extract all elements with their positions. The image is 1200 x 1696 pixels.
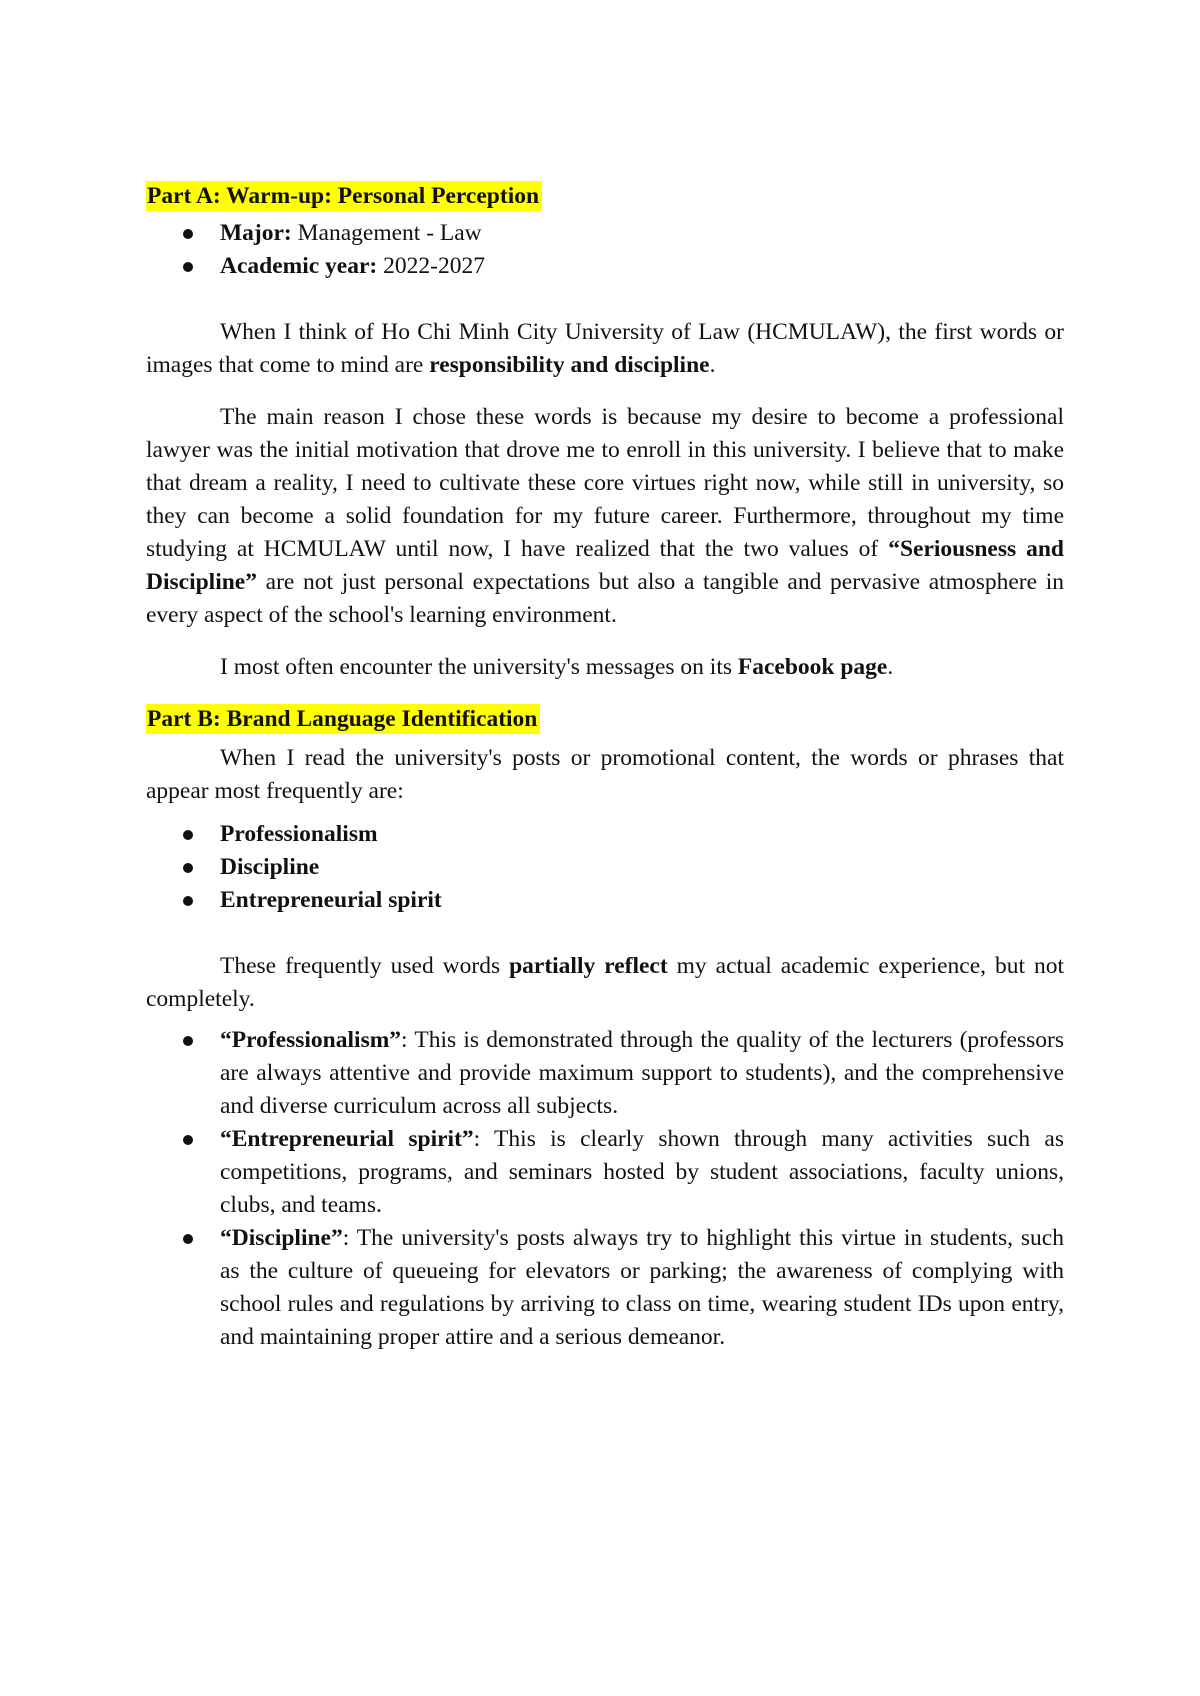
- major-value: Management - Law: [291, 220, 482, 246]
- detail-list: [146, 1024, 1064, 1354]
- p2-end: are not just personal expectations but also a tangible and pervasive atmosphere in every aspect of the school's learning environment.: [146, 569, 1064, 628]
- part-b-heading-text: Part B: Brand Language Identification: [146, 704, 540, 734]
- keyword-list: [146, 818, 1064, 917]
- p2-text: The main reason I chose these words is because my desire to become a professional lawyer was the initial motivation that drove me to enroll in this university. I believe that to make that dream a reality, I need to cultivate these core virtues right now, while still in university, so they can become a solid foundation for my future career. Furthermore, throughout my time studying at HCMULAW until now, I have realized that the two values of: [146, 404, 1064, 562]
- list-item-academic-year: [146, 250, 1064, 283]
- part-a-paragraph-3: [146, 651, 1064, 684]
- part-b-paragraph-2: [146, 950, 1064, 1016]
- list-item: [146, 818, 1064, 851]
- p1-text: When I think of Ho Chi Minh City University of Law (HCMULAW), the first words or images that come to mind are: [146, 319, 1064, 378]
- list-item: [146, 851, 1064, 884]
- p1-bold: responsibility and discipline: [429, 352, 710, 378]
- part-a-heading: [146, 180, 1064, 213]
- document-page: [146, 180, 1064, 1354]
- part-b-paragraph-1: When I read the university's posts or promotional content, the words or phrases that appear most frequently are:: [146, 745, 1064, 804]
- detail-item-professionalism: [146, 1024, 1064, 1123]
- part-a-paragraph-2: [146, 401, 1064, 632]
- p2-bold: “Seriousness and Discipline”: [146, 536, 1064, 595]
- keyword-professionalism: Professionalism: [220, 821, 378, 847]
- p3-end: .: [887, 654, 894, 680]
- detail-item-discipline: [146, 1222, 1064, 1354]
- detail-text: : This is clearly shown through many activities such as competitions, programs, and seminars hosted by student associations, faculty unions, clubs, and teams.: [220, 1126, 1064, 1218]
- p3-text: I most often encounter the university's messages on its: [220, 654, 738, 680]
- detail-text: : This is demonstrated through the quality of the lecturers (professors are always attentive and provide maximum support to students), and the comprehensive and diverse curriculum across all subjects.: [220, 1027, 1064, 1119]
- detail-term: “Entrepreneurial spirit”: [220, 1126, 474, 1152]
- pb2-end: my actual academic experience, but not completely.: [146, 953, 1064, 1012]
- academic-year-value: 2022-2027: [377, 253, 485, 279]
- list-item: [146, 884, 1064, 917]
- major-label: Major:: [220, 220, 292, 246]
- part-b-heading: [146, 703, 1064, 736]
- detail-term: “Professionalism”: [220, 1027, 402, 1053]
- keyword-entrepreneurial-spirit: Entrepreneurial spirit: [220, 887, 442, 913]
- p1-end: .: [709, 352, 716, 378]
- part-a-heading-text: Part A: Warm-up: Personal Perception: [146, 181, 542, 211]
- p3-bold: Facebook page: [737, 654, 888, 680]
- part-a-paragraph-1: [146, 316, 1064, 382]
- pb2-text: These frequently used words: [220, 953, 510, 979]
- keyword-discipline: Discipline: [220, 854, 320, 880]
- detail-item-entrepreneurial-spirit: [146, 1123, 1064, 1222]
- detail-text: : The university's posts always try to highlight this virtue in students, such as the culture of queueing for elevators or parking; the awareness of complying with school rules and regulations by arriving to class on time, wearing student IDs upon entry, and maintaining proper attire and a serious demeanor.: [220, 1225, 1064, 1350]
- pb2-bold: partially reflect: [509, 953, 668, 979]
- detail-term: “Discipline”: [220, 1225, 343, 1251]
- info-list: [146, 217, 1064, 283]
- list-item-major: [146, 217, 1064, 250]
- academic-year-label: Academic year:: [220, 253, 378, 279]
